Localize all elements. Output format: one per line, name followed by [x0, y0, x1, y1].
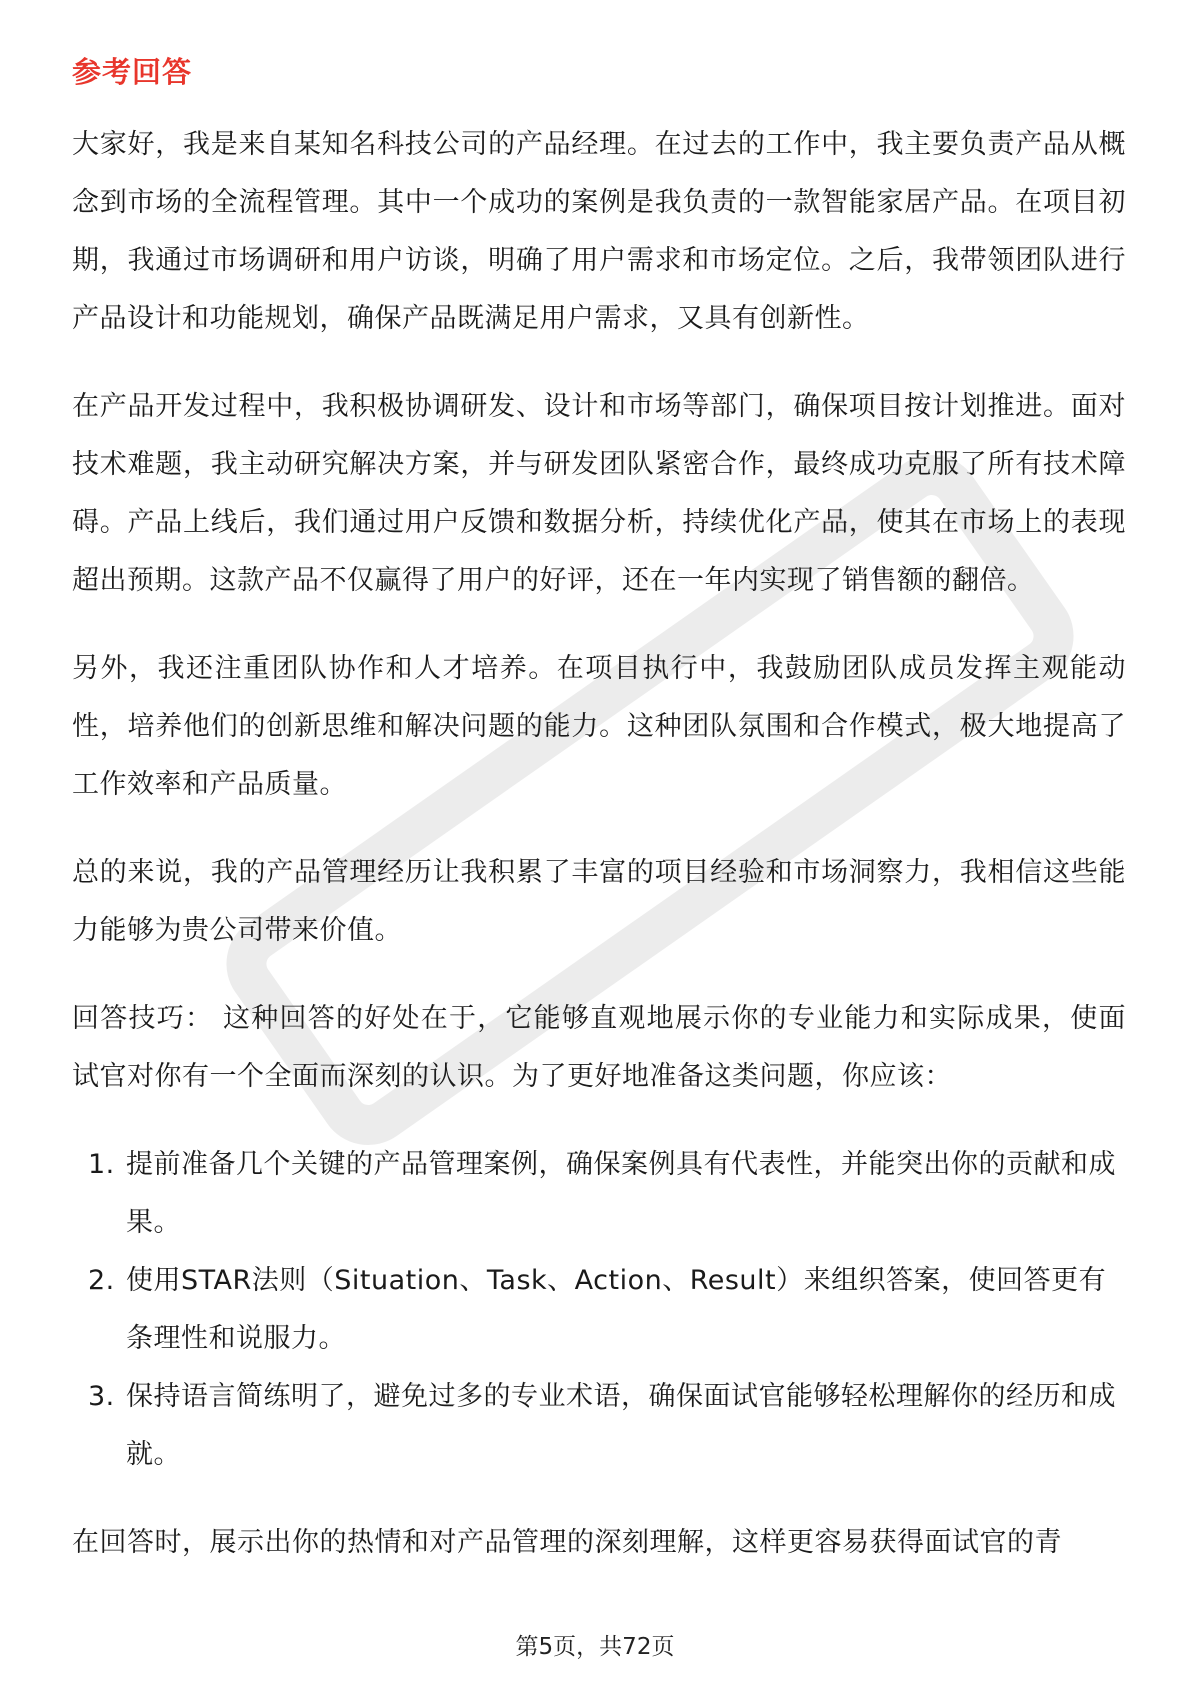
closing-paragraph: 在回答时，展示出你的热情和对产品管理的深刻理解，这样更容易获得面试官的青 [72, 1527, 1062, 1558]
list-number: 1. [88, 1149, 115, 1180]
tips-intro: 回答技巧： 这种回答的好处在于，它能够直观地展示你的专业能力和实际成果，使面试官对你有一个全面而深刻的认识。为了更好地准备这类问题，你应该： [72, 1003, 1126, 1092]
list-item-text: 提前准备几个关键的产品管理案例，确保案例具有代表性，并能突出你的贡献和成果。 [126, 1149, 1116, 1238]
paragraph: 在产品开发过程中，我积极协调研发、设计和市场等部门，确保项目按计划推进。面对技术难题，我主动研究解决方案，并与研发团队紧密合作，最终成功克服了所有技术障碍。产品上线后，我们通过用户反馈和数据分析，持续优化产品，使其在市场上的表现超出预期。这款产品不仅赢得了用户的好评，还在一年内实现了销售额的翻倍。 [72, 391, 1126, 596]
list-number: 3. [88, 1381, 115, 1412]
paragraph: 总的来说，我的产品管理经历让我积累了丰富的项目经验和市场洞察力，我相信这些能力能够为贵公司带来价值。 [72, 857, 1126, 946]
list-item-text: 保持语言简练明了，避免过多的专业术语，确保面试官能够轻松理解你的经历和成就。 [126, 1381, 1116, 1470]
document-body [72, 116, 1126, 1602]
list-number: 2. [88, 1265, 115, 1296]
page-number: 第5页，共72页 [515, 1634, 675, 1660]
paragraph: 另外，我还注重团队协作和人才培养。在项目执行中，我鼓励团队成员发挥主观能动性，培养他们的创新思维和解决问题的能力。这种团队氛围和合作模式，极大地提高了工作效率和产品质量。 [72, 653, 1126, 800]
paragraph: 大家好，我是来自某知名科技公司的产品经理。在过去的工作中，我主要负责产品从概念到市场的全流程管理。其中一个成功的案例是我负责的一款智能家居产品。在项目初期，我通过市场调研和用户访谈，明确了用户需求和市场定位。之后，我带领团队进行产品设计和功能规划，确保产品既满足用户需求，又具有创新性。 [72, 129, 1126, 334]
tips-list [72, 1136, 1126, 1484]
list-item [72, 1252, 1126, 1368]
section-title: 参考回答 [72, 55, 193, 89]
list-item [72, 1368, 1126, 1484]
list-item-text: 使用STAR法则（Situation、Task、Action、Result）来组织答案，使回答更有条理性和说服力。 [126, 1265, 1107, 1354]
list-item [72, 1136, 1126, 1252]
